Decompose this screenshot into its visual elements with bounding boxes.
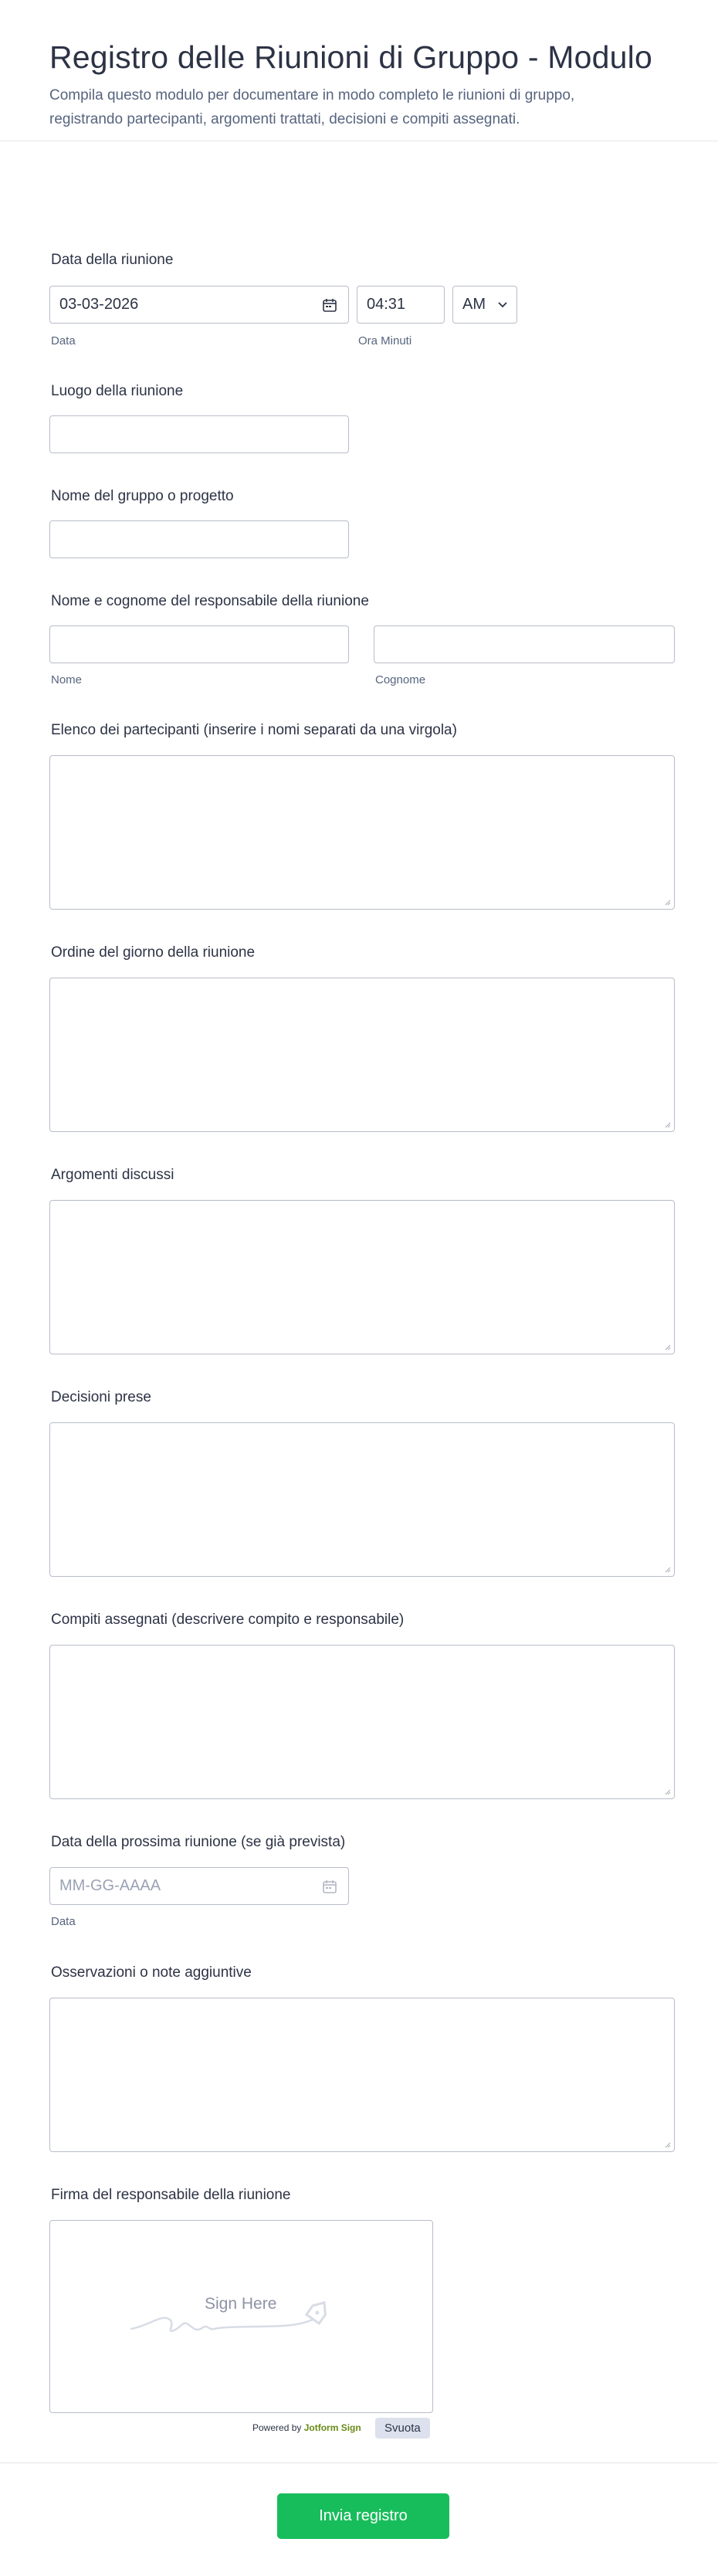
ampm-select[interactable] bbox=[452, 286, 517, 324]
agenda-label: Ordine del giorno della riunione bbox=[51, 944, 256, 961]
group-label: Nome del gruppo o progetto bbox=[51, 488, 234, 504]
time-input[interactable] bbox=[357, 286, 445, 324]
group-input[interactable] bbox=[49, 520, 349, 558]
next-meeting-label: Data della prossima riunione (se già prevista) bbox=[51, 1834, 346, 1850]
jotform-sign-brand[interactable]: Jotform Sign bbox=[303, 2422, 361, 2433]
chevron-down-icon bbox=[498, 302, 507, 308]
next-meeting-date-input[interactable] bbox=[49, 1867, 349, 1905]
location-field bbox=[49, 383, 675, 460]
powered-by-prefix: Powered by bbox=[252, 2422, 302, 2433]
form-header bbox=[0, 0, 718, 141]
first-name-sublabel: Nome bbox=[51, 673, 83, 686]
notes-field bbox=[49, 1964, 675, 2157]
manager-label: Nome e cognome del responsabile della riunione bbox=[51, 593, 369, 609]
ampm-value: AM bbox=[462, 296, 486, 313]
agenda-textarea[interactable] bbox=[49, 978, 675, 1132]
participants-field bbox=[49, 722, 675, 915]
meeting-date-field bbox=[49, 252, 675, 352]
decisions-label: Decisioni prese bbox=[51, 1389, 151, 1405]
sign-here-hint: Sign Here bbox=[205, 2295, 277, 2313]
tasks-field bbox=[49, 1612, 675, 1805]
participants-label: Elenco dei partecipanti (inserire i nomi separati da una virgola) bbox=[51, 722, 457, 738]
first-name-input[interactable] bbox=[49, 625, 349, 663]
resize-handle-icon[interactable] bbox=[663, 1788, 671, 1795]
powered-by-text bbox=[252, 2422, 361, 2433]
tasks-label: Compiti assegnati (descrivere compito e responsabile) bbox=[51, 1612, 405, 1628]
decisions-field bbox=[49, 1389, 675, 1582]
location-input[interactable] bbox=[49, 415, 349, 453]
notes-label: Osservazioni o note aggiuntive bbox=[51, 1964, 252, 1981]
meeting-date-value: 03-03-2026 bbox=[59, 296, 139, 313]
resize-handle-icon[interactable] bbox=[663, 1343, 671, 1351]
meeting-date-input[interactable] bbox=[49, 286, 349, 324]
group-field bbox=[49, 488, 675, 565]
resize-handle-icon[interactable] bbox=[663, 898, 671, 906]
topics-field bbox=[49, 1167, 675, 1360]
resize-handle-icon[interactable] bbox=[663, 1565, 671, 1573]
date-sublabel: Data bbox=[51, 334, 76, 347]
participants-textarea[interactable] bbox=[49, 755, 675, 910]
location-label: Luogo della riunione bbox=[51, 383, 184, 399]
next-meeting-field bbox=[49, 1834, 675, 1934]
next-meeting-placeholder: MM-GG-AAAA bbox=[59, 1877, 161, 1894]
signature-pad[interactable] bbox=[49, 2220, 433, 2413]
signature-label: Firma del responsabile della riunione bbox=[51, 2187, 291, 2203]
last-name-sublabel: Cognome bbox=[375, 673, 426, 686]
signature-field bbox=[49, 2187, 675, 2442]
decisions-textarea[interactable] bbox=[49, 1422, 675, 1577]
topics-textarea[interactable] bbox=[49, 1200, 675, 1354]
clear-signature-button[interactable]: Svuota bbox=[375, 2418, 430, 2439]
calendar-icon[interactable] bbox=[322, 297, 337, 313]
notes-textarea[interactable] bbox=[49, 1998, 675, 2152]
time-sublabel: Ora Minuti bbox=[358, 334, 412, 347]
resize-handle-icon[interactable] bbox=[663, 1120, 671, 1128]
agenda-field bbox=[49, 944, 675, 1137]
topics-label: Argomenti discussi bbox=[51, 1167, 174, 1183]
manager-field bbox=[49, 593, 675, 693]
tasks-textarea[interactable] bbox=[49, 1645, 675, 1799]
form-footer bbox=[0, 2462, 718, 2576]
last-name-input[interactable] bbox=[374, 625, 675, 663]
next-meeting-sublabel: Data bbox=[51, 1915, 76, 1928]
signature-scribble-icon bbox=[127, 2283, 359, 2344]
calendar-icon[interactable] bbox=[322, 1879, 337, 1894]
meeting-date-label: Data della riunione bbox=[51, 252, 174, 268]
resize-handle-icon[interactable] bbox=[663, 2140, 671, 2148]
submit-button[interactable]: Invia registro bbox=[277, 2493, 449, 2539]
form-title: Registro delle Riunioni di Gruppo - Modulo bbox=[49, 39, 652, 75]
time-value: 04:31 bbox=[367, 296, 406, 313]
form-description: Compila questo modulo per documentare in modo completo le riunioni di gruppo, registrando partecipanti, argomenti trattati, decisioni e compiti assegnati. bbox=[49, 87, 575, 127]
